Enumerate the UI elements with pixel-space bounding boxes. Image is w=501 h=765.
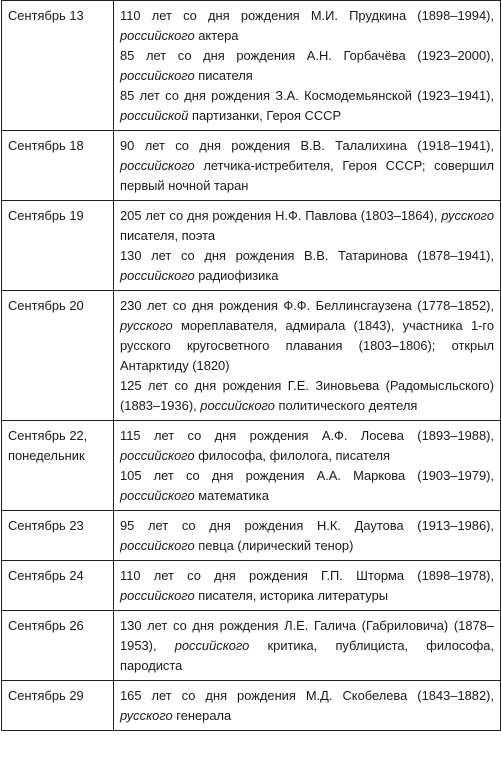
event-entry: 95 лет со дня рождения Н.К. Даутова (1913–1986), российского певца (лирический тенор) [120,518,494,553]
event-entry: 130 лет со дня рождения Л.Е. Галича (Габриловича) (1878–1953), российского критика, публициста, философа, пародиста [120,618,494,673]
date-label: Сентябрь 18 [8,138,84,153]
calendar-table-body [2,1,501,731]
date-label: Сентябрь 19 [8,208,84,223]
table-row [2,291,501,421]
table-row [2,611,501,681]
event-entry: 90 лет со дня рождения В.В. Талалихина (1918–1941), российского летчика-истребителя, Героя СССР; совершил первый ночной таран [120,138,494,193]
date-cell [2,291,114,421]
date-cell [2,681,114,731]
event-entry: 130 лет со дня рождения В.В. Татаринова (1878–1941), российского радиофизика [120,248,494,283]
events-cell [114,291,501,421]
anniversary-calendar-table [1,0,501,731]
events-cell [114,201,501,291]
event-entry: 125 лет со дня рождения Г.Е. Зиновьева (Радомысльского) (1883–1936), российского политического деятеля [120,378,494,413]
table-row [2,201,501,291]
table-row [2,1,501,131]
event-entry: 85 лет со дня рождения З.А. Космодемьянской (1923–1941), российской партизанки, Героя СССР [120,88,494,123]
date-label: Сентябрь 20 [8,298,84,313]
date-label: Сентябрь 26 [8,618,84,633]
date-cell [2,561,114,611]
events-cell [114,511,501,561]
event-entry: 115 лет со дня рождения А.Ф. Лосева (1893–1988), российского философа, филолога, писателя [120,428,494,463]
date-cell [2,201,114,291]
event-entry: 205 лет со дня рождения Н.Ф. Павлова (1803–1864), русского писателя, поэта [120,208,494,243]
event-entry: 110 лет со дня рождения Г.П. Шторма (1898–1978), российского писателя, историка литературы [120,568,494,603]
events-cell [114,561,501,611]
event-entry: 230 лет со дня рождения Ф.Ф. Беллинсгаузена (1778–1852), русского мореплавателя, адмирала (1843), участника 1-го русского кругосветного плавания (1803–1806); открыл Антарктиду (1820) [120,298,494,373]
table-row [2,131,501,201]
event-entry: 110 лет со дня рождения М.И. Прудкина (1898–1994), российского актера [120,8,494,43]
event-entry: 165 лет со дня рождения М.Д. Скобелева (1843–1882), русского генерала [120,688,494,723]
date-label: Сентябрь 22, понедельник [8,428,88,463]
date-cell [2,1,114,131]
date-cell [2,421,114,511]
date-label: Сентябрь 24 [8,568,84,583]
date-label: Сентябрь 13 [8,8,84,23]
table-row [2,681,501,731]
table-row [2,511,501,561]
events-cell [114,611,501,681]
date-cell [2,611,114,681]
table-row [2,561,501,611]
date-cell [2,131,114,201]
date-label: Сентябрь 29 [8,688,84,703]
event-entry: 105 лет со дня рождения А.А. Маркова (1903–1979), российского математика [120,468,494,503]
event-entry: 85 лет со дня рождения А.Н. Горбачёва (1923–2000), российского писателя [120,48,494,83]
events-cell [114,1,501,131]
date-cell [2,511,114,561]
table-row [2,421,501,511]
events-cell [114,681,501,731]
events-cell [114,131,501,201]
events-cell [114,421,501,511]
date-label: Сентябрь 23 [8,518,84,533]
